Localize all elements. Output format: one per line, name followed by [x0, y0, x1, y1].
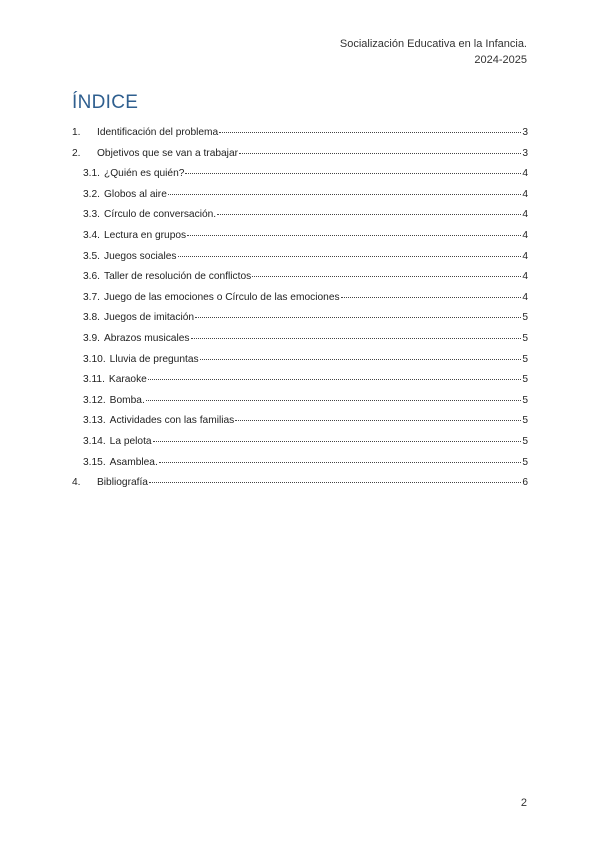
toc-entry-number: 3.11. [83, 374, 105, 386]
toc-dot-leader [191, 337, 522, 339]
toc-dot-leader [159, 461, 522, 463]
toc-entry-label: Taller de resolución de conflictos [104, 271, 252, 283]
toc-entry-label: Bomba. [109, 394, 145, 406]
toc-entry-number: 3.4. [83, 229, 100, 241]
toc-entry[interactable] [72, 271, 528, 292]
toc-entry-page: 5 [522, 374, 528, 386]
toc-entry[interactable] [72, 251, 528, 272]
toc-entry-number: 3.3. [83, 209, 100, 221]
toc-entry-page: 4 [522, 271, 528, 283]
toc-entry-page: 5 [522, 353, 528, 365]
toc-entry-label: Círculo de conversación. [104, 209, 217, 221]
header-academic-year: 2024-2025 [474, 54, 527, 66]
toc-entry-page: 3 [522, 147, 528, 159]
toc-entry-label: Juegos sociales [104, 250, 177, 262]
toc-entry-page: 5 [522, 456, 528, 468]
toc-entry-number: 3.8. [83, 312, 100, 324]
toc-entry-number: 3.7. [83, 291, 100, 303]
toc-dot-leader [149, 481, 521, 483]
toc-dot-leader [168, 193, 521, 195]
toc-entry-page: 4 [522, 209, 528, 221]
toc-dot-leader [148, 378, 521, 380]
toc-dot-leader [239, 152, 521, 154]
toc-dot-leader [200, 358, 522, 360]
page-header [340, 36, 527, 68]
toc-entry-label: Objetivos que se van a trabajar [97, 147, 239, 159]
toc-entry-number: 3.6. [83, 271, 100, 283]
toc-entry[interactable] [72, 333, 528, 354]
toc-entry-page: 5 [522, 394, 528, 406]
toc-entry-number: 3.15. [83, 456, 106, 468]
toc-entry[interactable] [72, 292, 528, 313]
table-of-contents [72, 127, 528, 498]
toc-entry-label: ¿Quién es quién? [104, 168, 185, 180]
toc-entry-label: Karaoke [108, 374, 147, 386]
toc-entry-label: Lectura en grupos [104, 229, 187, 241]
toc-entry-number: 3.12. [83, 394, 106, 406]
toc-entry[interactable] [72, 395, 528, 416]
toc-entry-page: 4 [522, 291, 528, 303]
toc-entry-number: 2. [72, 147, 81, 159]
toc-entry-label: Lluvia de preguntas [109, 353, 199, 365]
toc-entry-page: 5 [522, 435, 528, 447]
toc-dot-leader [341, 296, 522, 298]
toc-entry-number: 3.2. [83, 188, 100, 200]
toc-entry-label: Identificación del problema [97, 127, 219, 138]
toc-entry-page: 5 [522, 332, 528, 344]
toc-dot-leader [187, 234, 521, 236]
toc-entry-page: 5 [522, 312, 528, 324]
toc-entry-label: Asamblea. [109, 456, 158, 468]
toc-dot-leader [235, 419, 521, 421]
toc-entry-number: 3.5. [83, 250, 100, 262]
toc-entry-number: 3.1. [83, 168, 100, 180]
toc-entry[interactable] [72, 189, 528, 210]
toc-entry-page: 4 [522, 250, 528, 262]
toc-dot-leader [219, 131, 521, 133]
toc-entry[interactable] [72, 457, 528, 478]
toc-entry-label: Actividades con las familias [109, 415, 235, 427]
toc-entry-number: 3.13. [83, 415, 106, 427]
toc-dot-leader [252, 275, 521, 277]
toc-entry-label: Bibliografía [97, 477, 148, 489]
toc-entry[interactable] [72, 477, 528, 498]
toc-entry-label: Abrazos musicales [104, 332, 190, 344]
toc-entry-number: 3.9. [83, 332, 100, 344]
toc-entry-page: 6 [522, 477, 528, 489]
toc-entry-number: 4. [72, 477, 81, 489]
toc-entry-page: 5 [522, 415, 528, 427]
toc-dot-leader [217, 213, 521, 215]
index-title: ÍNDICE [72, 92, 139, 113]
toc-entry[interactable] [72, 374, 528, 395]
toc-entry[interactable] [72, 230, 528, 251]
toc-dot-leader [178, 255, 522, 257]
toc-entry-page: 4 [522, 168, 528, 180]
toc-entry[interactable] [72, 209, 528, 230]
toc-entry-number: 1. [72, 127, 81, 138]
toc-entry-label: Juegos de imitación [104, 312, 195, 324]
toc-entry[interactable] [72, 127, 528, 148]
toc-dot-leader [146, 399, 522, 401]
toc-entry-number: 3.14. [83, 435, 106, 447]
toc-entry[interactable] [72, 148, 528, 169]
toc-dot-leader [153, 440, 522, 442]
toc-entry[interactable] [72, 312, 528, 333]
toc-entry-number: 3.10. [83, 353, 106, 365]
toc-entry-page: 4 [522, 188, 528, 200]
toc-entry-page: 3 [522, 127, 528, 138]
page-number: 2 [520, 797, 527, 809]
toc-entry[interactable] [72, 436, 528, 457]
toc-entry-page: 4 [522, 229, 528, 241]
toc-entry[interactable] [72, 168, 528, 189]
toc-entry[interactable] [72, 415, 528, 436]
header-course-title: Socialización Educativa en la Infancia. [339, 38, 527, 50]
toc-dot-leader [185, 172, 521, 174]
toc-dot-leader [195, 316, 521, 318]
toc-entry-label: Juego de las emociones o Círculo de las emociones [104, 291, 340, 303]
toc-entry-label: La pelota [109, 435, 152, 447]
toc-entry[interactable] [72, 354, 528, 375]
toc-entry-label: Globos al aire [104, 188, 167, 200]
